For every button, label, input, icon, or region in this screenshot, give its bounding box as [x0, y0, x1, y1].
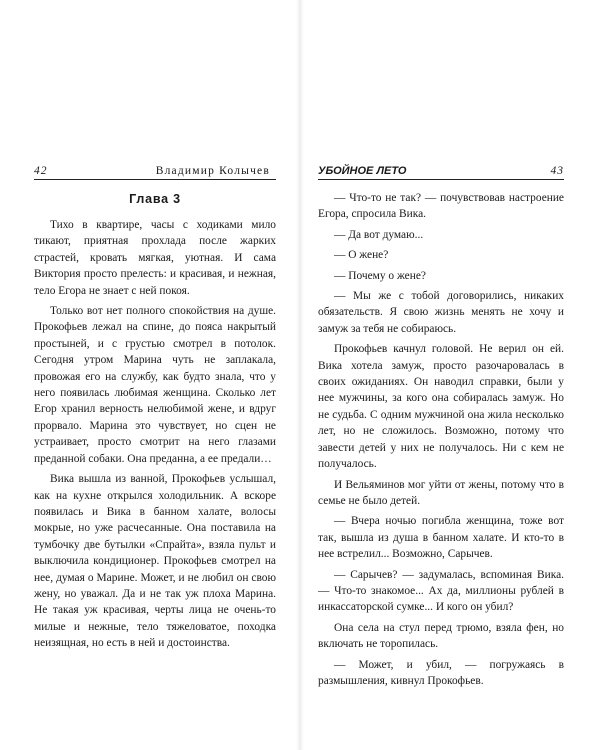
paragraph: — Может, и убил, — погружаясь в размышления, кивнул Прокофьев.: [318, 658, 564, 687]
paragraph: Тихо в квартире, часы с ходиками мило тикают, приятная прохлада после жарких страстей, кровать мягкая, уютная. И сама Виктория просто прелесть: и красивая, и нежная, тело Егора не знает с ней покоя.: [34, 219, 276, 297]
paragraph: Она села на стул перед трюмо, взяла фен, но включать не торопилась.: [318, 621, 564, 651]
paragraph: Вика вышла из ванной, Прокофьев услышал, как на кухне открылся холодильник. А вскоре появилась и Вика в банном халате, волосы мокрые, но уже расчесанные. Она поставила на тумбочку две бутылки «Спрайта», взяла пульт и выключила кондиционер. Прокофьев смотрел на нее, думая о Марине. Может, и не любил он свою жену, но уважал. Да и не так уж плоха Марина. Не такая уж красивая, черты лица не очень-то милые и нежные, тело тяжеловатое, походка неизящная, но есть в ней и достоинства.: [34, 473, 276, 650]
left-page-number: 42: [34, 165, 48, 177]
paragraph: Только вот нет полного спокойствия на душе. Прокофьев лежал на спине, до пояса накрытый простыней, и с грустью смотрел в потолок. Сегодня утром Марина чуть не заплакала, провожая его на службу, как будто знала, что у него появилась любимая женщина. Сколько лет Егор хранил верность нелюбимой жене, и вдруг прорвало. Марина это чувствует, но сцен не устраивает, просто смотрит на него глазами преданной собаки. Она преданна, а ее предали…: [34, 305, 276, 465]
paragraph: Прокофьев качнул головой. Не верил он ей. Вика хотела замуж, просто разочаровалась в своих ожиданиях. Он наводил справки, были у нее мужчины, за кого она собиралась замуж. Но не судьба. С одним мужчиной она жила несколько лет, но не сложилось. Возможно, потому что завести детей у них не получалось. Ни с кем не получалось.: [318, 343, 564, 471]
right-running-title: УБОЙНОЕ ЛЕТО: [318, 165, 407, 177]
left-running-title: Владимир Колычев: [155, 165, 270, 177]
paragraph: — Что-то не так? — почувствовав настроение Егора, спросила Вика.: [318, 192, 564, 221]
left-running-header: [34, 163, 276, 180]
paragraph: — Сарычев? — задумалась, вспоминая Вика. — Что-то знакомое... Ах да, миллионы рублей в инкассаторской сумке... И кого он убил?: [318, 568, 564, 614]
paragraph: — О жене?: [334, 249, 389, 262]
right-page-number: 43: [550, 165, 564, 177]
paragraph: — Да вот думаю...: [334, 228, 424, 241]
left-page-body: [34, 191, 276, 656]
chapter-title: Глава 3: [129, 192, 181, 206]
paragraph: — Почему о жене?: [334, 269, 426, 282]
paragraph: И Вельяминов мог уйти от жены, потому что в семье не было детей.: [318, 478, 564, 507]
paragraph: — Мы же с тобой договорились, никаких обязательств. Я свою жизнь менять не хочу и замуж за тебя не собираюсь.: [318, 290, 564, 335]
paragraph: — Вчера ночью погибла женщина, тоже вот так, вышла из душа в банном халате. И кто-то в нее встрелил... Возможно, Сарычев.: [318, 515, 564, 561]
right-running-header: [318, 163, 564, 180]
right-page: [300, 0, 600, 750]
right-page-body: [318, 190, 564, 693]
